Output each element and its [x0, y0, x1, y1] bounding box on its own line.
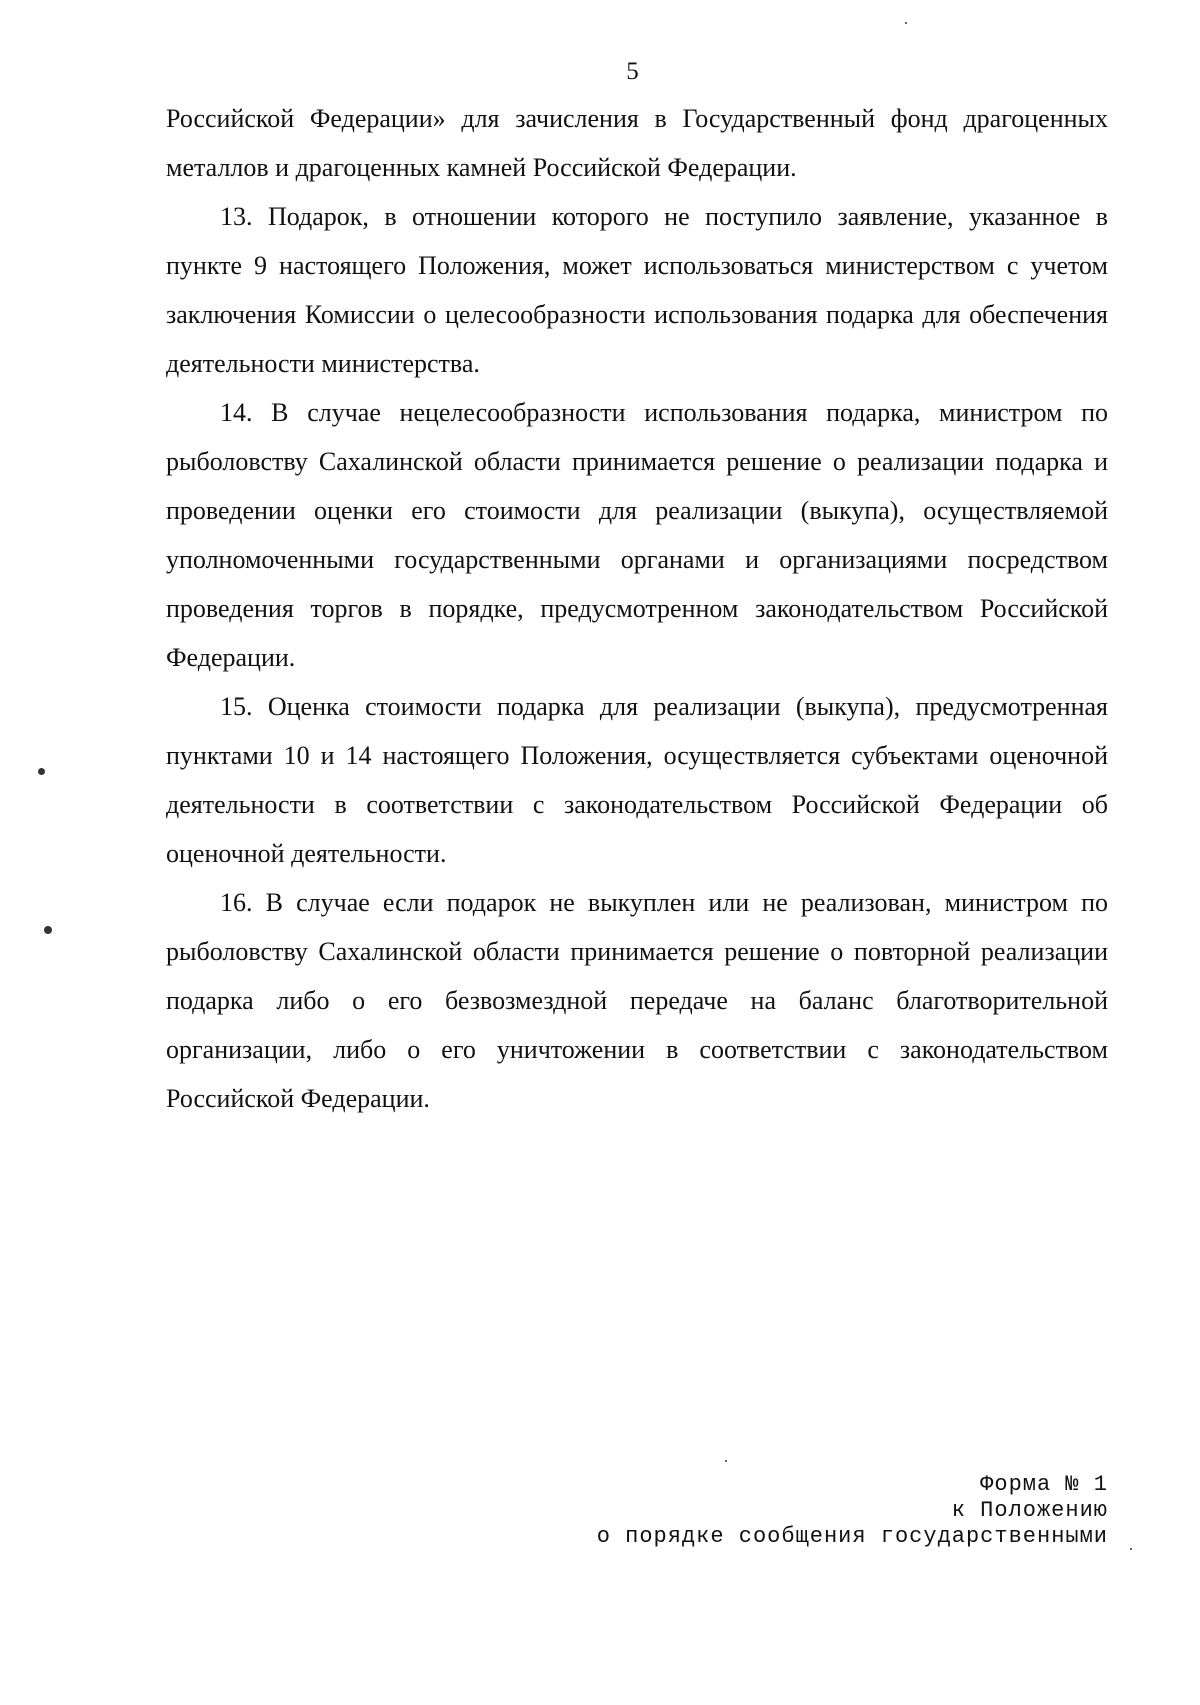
scan-speck	[44, 926, 52, 934]
paragraph-item-14: 14. В случае нецелесообразности использования подарка, министром по рыболовству Сахалинской области принимается решение о реализации подарка и проведении оценки его стоимости для реализации (выкупа), осуществляемой уполномоченными государственными органами и организациями посредством проведения торгов в порядке, предусмотренном законодательством Российской Федерации.	[166, 398, 1108, 672]
paragraph-item-15: 15. Оценка стоимости подарка для реализации (выкупа), предусмотренная пунктами 10 и 14 настоящего Положения, осуществляется субъектами оценочной деятельности в соответствии с законодательством Российской Федерации об оценочной деятельности.	[166, 692, 1108, 868]
form-header	[597, 1472, 1108, 1550]
scan-speck	[38, 768, 45, 775]
form-reference: к Положению	[951, 1498, 1108, 1523]
scan-speck	[1130, 1548, 1132, 1550]
paragraph-item-16: 16. В случае если подарок не выкуплен или не реализован, министром по рыболовству Сахалинской области принимается решение о повторной реализации подарка либо о его безвозмездной передаче на баланс благотворительной организации, либо о его уничтожении в соответствии с законодательством Российской Федерации.	[166, 888, 1108, 1113]
paragraph-continuation: Российской Федерации» для зачисления в Государственный фонд драгоценных металлов и драгоценных камней Российской Федерации.	[166, 104, 1108, 182]
form-number: Форма № 1	[980, 1472, 1108, 1497]
scan-speck	[725, 1460, 727, 1462]
scan-speck	[905, 22, 907, 24]
document-body	[166, 94, 1108, 1123]
form-subject: о порядке сообщения государственными	[596, 1524, 1108, 1549]
paragraph-item-13: 13. Подарок, в отношении которого не поступило заявление, указанное в пункте 9 настоящего Положения, может использоваться министерством с учетом заключения Комиссии о целесообразности использования подарка для обеспечения деятельности министерства.	[166, 202, 1108, 378]
page-number: 5	[626, 58, 639, 85]
